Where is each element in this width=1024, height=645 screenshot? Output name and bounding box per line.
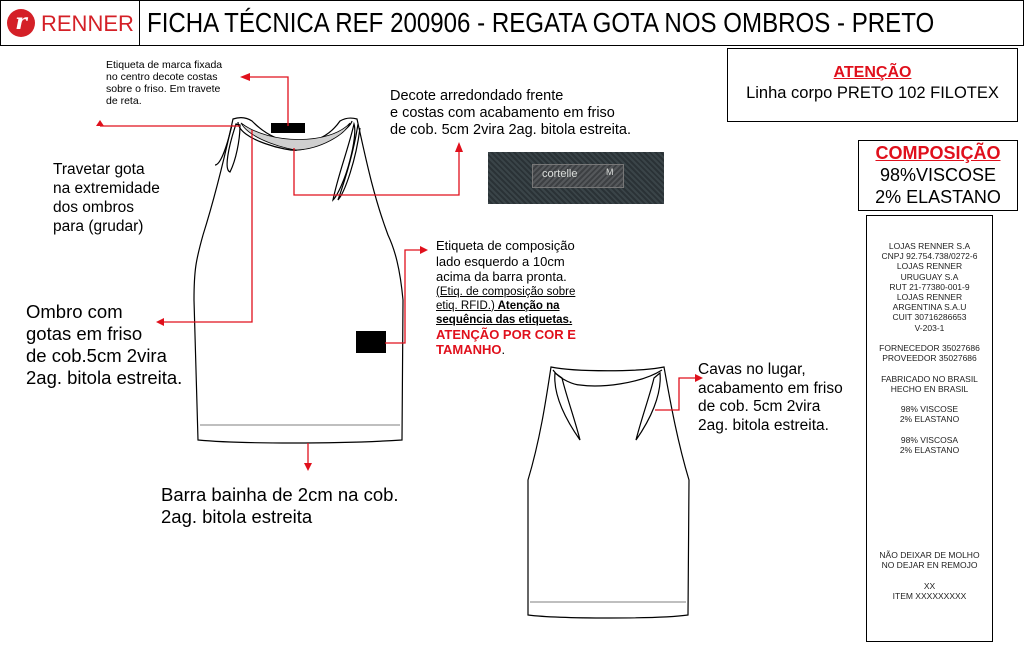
header-bar (0, 0, 1024, 46)
note-bold: Atenção na (494, 299, 560, 312)
note-line: 2ag. bitola estreita. (698, 416, 829, 434)
care-label-line (867, 425, 992, 435)
care-label-line: NO DEJAR EN REMOJO (881, 560, 978, 571)
care-label-line: V-203-1 (914, 322, 945, 333)
care-label-line (867, 333, 992, 343)
care-label-line (867, 570, 992, 580)
note-line: dos ombros (53, 199, 134, 216)
care-label-line: ITEM XXXXXXXXX (892, 590, 967, 601)
note-line: 2ag. bitola estreita. (26, 367, 183, 388)
brand-logo (1, 1, 140, 45)
note-line: de reta. (106, 95, 142, 107)
note-end: . (501, 342, 506, 357)
brand-name: RENNER (41, 11, 134, 36)
note-warning: ATENÇÃO POR COR E (436, 326, 576, 342)
note-line: (Etiq. de composição sobre (436, 285, 576, 298)
brand-tag-text: cortelle (542, 168, 578, 180)
care-label-line: HECHO EN BRASIL (890, 383, 969, 394)
care-label-line: 2% ELASTANO (899, 414, 960, 425)
note-line: sequência das etiquetas. (436, 313, 573, 326)
care-label-line: LOJAS RENNER (896, 292, 963, 303)
note-line: Barra bainha de 2cm na cob. (161, 484, 399, 505)
care-label-line: 98% VISCOSE (900, 404, 959, 415)
back-garment-drawing (528, 367, 689, 618)
side-comp-label (356, 331, 386, 353)
note-line: Etiqueta de marca fixada (106, 59, 223, 71)
composition-line: 98%VISCOSE (879, 165, 997, 185)
care-label-line: PROVEEDOR 35027686 (882, 353, 977, 364)
note-line: de cob. 5cm 2vira (698, 398, 821, 415)
care-label (866, 215, 993, 642)
note-shoulder (26, 301, 182, 389)
note-line: para (grudar) (53, 218, 144, 235)
attention-box (727, 48, 1018, 122)
note-line: acabamento em friso (698, 379, 843, 397)
note-line: sobre o friso. Em travete (106, 83, 221, 95)
note-line: de cob. 5cm 2vira 2ag. bitola estreita. (390, 122, 631, 138)
note-composition-label (436, 238, 576, 358)
care-label-line: XX (923, 580, 936, 591)
care-label-line: NÃO DEIXAR DE MOLHO (879, 550, 980, 560)
note-line: e costas com acabamento em friso (390, 105, 615, 121)
note-line: Etiqueta de composição (436, 238, 575, 253)
note-line: lado esquerdo a 10cm (436, 253, 565, 269)
care-label-line: ARGENTINA S.A.U (892, 302, 967, 313)
note-line: Ombro com (26, 301, 123, 322)
care-label-line: FABRICADO NO BRASIL (881, 373, 978, 384)
brand-tag-size: M (606, 167, 614, 177)
care-label-line (867, 394, 992, 404)
care-label-line: URUGUAY S.A (900, 271, 959, 282)
care-label-line: LOJAS RENNER (896, 261, 963, 272)
note-underlined: etiq. RFID.) (436, 299, 495, 312)
note-line (436, 342, 576, 358)
composition-line: 2% ELASTANO (875, 187, 1001, 207)
note-line: 2ag. bitola estreita (161, 506, 313, 527)
composition-box (858, 140, 1018, 211)
composition-heading: COMPOSIÇÃO (875, 143, 1001, 163)
care-label-line (867, 363, 992, 373)
note-line: de cob.5cm 2vira (26, 345, 167, 366)
care-label-line: LOJAS RENNER S.A (888, 241, 971, 251)
note-tack (53, 160, 160, 236)
note-line: no centro decote costas (106, 71, 218, 83)
note-warning: TAMANHO (436, 342, 502, 357)
front-garment-drawing (194, 118, 403, 443)
note-neckline (390, 88, 631, 139)
note-armholes (698, 361, 843, 435)
care-label-line: CNPJ 92.754.738/0272-6 (881, 251, 978, 262)
note-line (436, 299, 576, 313)
attention-heading: ATENÇÃO (833, 64, 912, 81)
care-label-line: CUIT 30716286653 (892, 312, 967, 323)
note-line: Decote arredondado frente (390, 88, 564, 104)
note-line: na extremidade (53, 180, 160, 197)
care-label-line: 98% VISCOSA (900, 434, 959, 445)
note-hem (161, 484, 399, 528)
care-label-line: 2% ELASTANO (899, 445, 960, 456)
attention-text: Linha corpo PRETO 102 FILOTEX (746, 84, 999, 102)
renner-logo-icon: r (7, 9, 35, 37)
care-label-line: FORNECEDOR 35027686 (879, 343, 980, 354)
note-line: Travetar gota (53, 161, 145, 178)
note-line: acima da barra pronta. (436, 269, 567, 284)
care-label-line: RUT 21-77380-001-9 (889, 281, 970, 292)
page-title: FICHA TÉCNICA REF 200906 - REGATA GOTA NOS OMBROS - PRETO (147, 7, 935, 38)
note-line: gotas em friso (26, 323, 143, 344)
note-line: Cavas no lugar, (698, 361, 806, 378)
note-brand-label (106, 59, 222, 107)
